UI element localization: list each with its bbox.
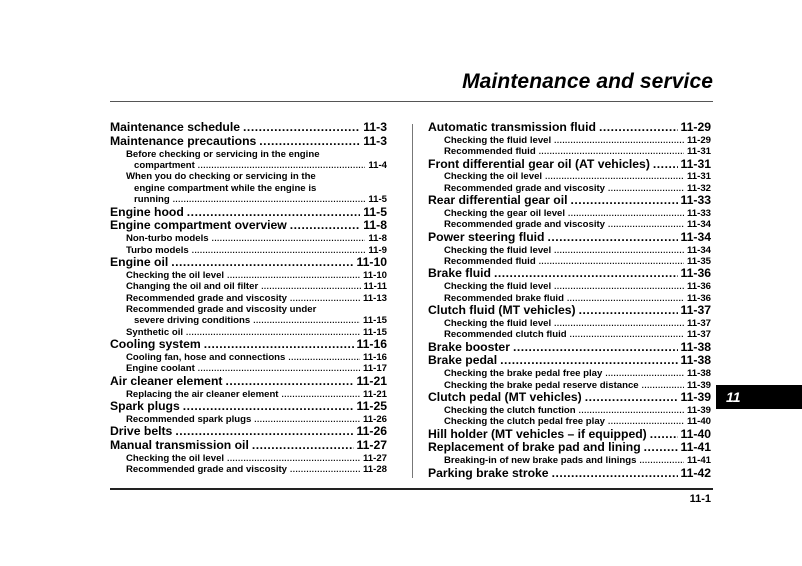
toc-entry-label: Front differential gear oil (AT vehicles) [428, 156, 650, 171]
toc-entry-label: Non-turbo models [126, 233, 209, 245]
toc-entry-label-line[interactable]: Before checking or servicing in the engine [126, 148, 320, 160]
toc-entry-page: 11-11 [363, 281, 387, 293]
dot-leader [545, 171, 684, 182]
toc-entry-label: severe driving conditions [134, 315, 251, 327]
toc-entry-label: Recommended fluid [444, 256, 536, 268]
toc-entry-label: Power steering fluid [428, 229, 545, 244]
toc-entry-label: Engine oil [110, 255, 169, 270]
dot-leader [579, 405, 684, 416]
toc-entry-label: compartment [134, 160, 195, 171]
toc-entry-label: Brake booster [428, 339, 510, 354]
dot-leader [186, 327, 360, 338]
toc-entry-page: 11-5 [363, 204, 387, 219]
toc-entry[interactable] [428, 231, 711, 245]
dot-leader [650, 428, 678, 442]
toc-entry-page: 11-32 [686, 182, 711, 194]
toc-entry-page: 11-27 [356, 438, 387, 453]
toc-entry[interactable] [110, 160, 387, 171]
toc-entry-label: Checking the gear oil level [444, 208, 566, 220]
toc-entry[interactable] [428, 455, 711, 466]
toc-entry-label: Drive belts [110, 424, 173, 439]
toc-entry[interactable] [428, 405, 711, 416]
dot-leader [547, 231, 677, 245]
toc-entry-label: Manual transmission oil [110, 438, 249, 453]
toc-entry-label: Replacing the air cleaner element [126, 388, 279, 400]
toc-entry-label: Recommended grade and viscosity [444, 182, 606, 194]
toc-entry-page: 11-3 [363, 133, 387, 148]
toc-entry-label: Air cleaner element [110, 373, 223, 388]
dot-leader [259, 135, 360, 149]
toc-entry-label: Changing the oil and oil filter [126, 281, 259, 293]
dot-leader [252, 439, 354, 453]
toc-entry-label: Recommended fluid [444, 146, 536, 158]
dot-leader [187, 206, 360, 220]
dot-leader [254, 414, 360, 425]
toc-entry-label: Recommended spark plugs [126, 413, 252, 425]
toc-entry-page: 11-5 [368, 194, 387, 206]
toc-entry-label: Engine coolant [126, 363, 195, 375]
toc-entry-page: 11-8 [363, 218, 387, 233]
toc-entry[interactable] [428, 391, 711, 405]
toc-entry[interactable] [428, 428, 711, 442]
chapter-tab-label: 11 [726, 389, 741, 405]
toc-entry-page: 11-26 [362, 413, 387, 425]
dot-leader [198, 363, 360, 374]
page-number: 11-1 [689, 493, 711, 505]
title-rule [110, 101, 713, 102]
toc-entry-label: Checking the fluid level [444, 281, 552, 293]
toc-entry[interactable] [428, 146, 711, 157]
toc-entry[interactable] [110, 233, 387, 244]
toc-entry[interactable] [428, 267, 711, 281]
toc-entry-page: 11-16 [362, 352, 387, 364]
toc-entry-label: Recommended clutch fluid [444, 329, 567, 341]
toc-entry-label: Clutch fluid (MT vehicles) [428, 303, 576, 318]
toc-entry-label: Parking brake stroke [428, 465, 549, 480]
toc-entry-page: 11-4 [368, 160, 387, 171]
toc-entry-label: Checking the oil level [126, 269, 225, 281]
toc-entry-page: 11-42 [680, 465, 711, 480]
toc-entry[interactable] [428, 441, 711, 455]
dot-leader [644, 441, 678, 455]
toc-column-right [428, 121, 711, 480]
toc-entry-page: 11-10 [362, 269, 387, 281]
toc-entry[interactable] [428, 304, 711, 318]
toc-entry-page: 11-37 [686, 317, 711, 329]
column-divider [412, 124, 413, 478]
toc-entry-page: 11-28 [362, 464, 387, 476]
toc-entry[interactable] [428, 368, 711, 379]
dot-leader [585, 391, 678, 405]
toc-entry[interactable] [428, 416, 711, 427]
toc-entry-label-line[interactable]: When you do checking or servicing in the [126, 171, 316, 183]
toc-entry[interactable] [110, 256, 387, 270]
dot-leader [227, 270, 360, 281]
toc-entry[interactable] [428, 245, 711, 256]
toc-entry[interactable] [110, 281, 387, 292]
toc-entry-label: Checking the fluid level [444, 317, 552, 329]
toc-entry-page: 11-34 [680, 229, 711, 244]
toc-entry-page: 11-40 [680, 426, 711, 441]
toc-entry-page: 11-33 [686, 208, 711, 220]
toc-entry-page: 11-41 [686, 455, 711, 467]
toc-entry-page: 11-35 [686, 256, 711, 268]
toc-entry[interactable] [428, 341, 711, 355]
dot-leader [253, 315, 360, 326]
toc-entry-page: 11-37 [686, 329, 711, 341]
toc-entry-page: 11-34 [686, 219, 711, 231]
toc-entry[interactable] [110, 135, 387, 149]
toc-entry[interactable] [110, 338, 387, 352]
toc-entry-page: 11-36 [680, 266, 711, 281]
toc-entry-label: running [134, 194, 170, 206]
toc-entry-page: 11-36 [686, 281, 711, 293]
toc-entry-label: Clutch pedal (MT vehicles) [428, 390, 582, 405]
toc-column-left [110, 121, 387, 476]
dot-leader [290, 464, 360, 475]
toc-entry[interactable] [428, 121, 711, 135]
dot-leader [639, 455, 684, 466]
toc-entry-page: 11-31 [686, 146, 711, 158]
toc-entry-page: 11-15 [362, 315, 387, 327]
dot-leader [198, 160, 366, 171]
dot-leader [554, 281, 684, 292]
toc-entry-label: Engine hood [110, 204, 184, 219]
toc-entry-page: 11-39 [686, 379, 711, 391]
toc-entry[interactable] [428, 171, 711, 182]
toc-entry-page: 11-29 [680, 120, 711, 134]
toc-entry[interactable] [110, 464, 387, 475]
toc-entry[interactable] [110, 352, 387, 363]
toc-entry[interactable] [110, 453, 387, 464]
toc-entry-label: Checking the brake pedal reserve distance [444, 379, 639, 391]
toc-entry-page: 11-15 [362, 326, 387, 338]
toc-entry-page: 11-38 [680, 353, 711, 368]
toc-entry-label: Cooling system [110, 337, 201, 352]
dot-leader [608, 416, 684, 427]
toc-entry-page: 11-37 [680, 303, 711, 318]
toc-entry[interactable] [428, 135, 711, 146]
toc-entry[interactable] [110, 270, 387, 281]
toc-entry-label: Cooling fan, hose and connections [126, 352, 286, 364]
toc-entry-label: Recommended grade and viscosity [126, 292, 288, 304]
toc-entry[interactable] [110, 375, 387, 389]
toc-entry-label-line[interactable]: engine compartment while the engine is [134, 182, 317, 194]
toc-entry[interactable] [110, 194, 387, 205]
toc-entry-label: Checking the brake pedal free play [444, 368, 603, 380]
toc-entry-page: 11-41 [680, 440, 711, 455]
toc-entry-label: Recommended grade and viscosity [444, 219, 606, 231]
toc-entry-label: Hill holder (MT vehicles – if equipped) [428, 426, 647, 441]
toc-entry[interactable] [428, 208, 711, 219]
toc-entry-page: 11-8 [368, 233, 387, 245]
toc-entry-page: 11-39 [680, 390, 711, 405]
dot-leader [642, 380, 684, 391]
toc-entry[interactable] [110, 206, 387, 220]
toc-entry-label: Engine compartment overview [110, 218, 287, 233]
toc-entry[interactable] [428, 318, 711, 329]
toc-entry-label: Checking the fluid level [444, 134, 552, 146]
toc-entry-page: 11-3 [363, 120, 387, 134]
toc-entry-label: Maintenance precautions [110, 133, 257, 148]
toc-entry-label: Recommended grade and viscosity [126, 464, 288, 476]
toc-entry-page: 11-16 [356, 337, 387, 352]
toc-entry-page: 11-21 [356, 373, 387, 388]
dot-leader [608, 219, 684, 230]
toc-entry-page: 11-26 [356, 424, 387, 439]
dot-leader [261, 281, 360, 292]
toc-entry-label: Turbo models [126, 244, 189, 256]
toc-entry[interactable] [110, 315, 387, 326]
toc-entry-label: Rear differential gear oil [428, 193, 568, 208]
dot-leader [571, 194, 678, 208]
toc-entry-label: Checking the clutch function [444, 404, 576, 416]
toc-entry[interactable] [110, 425, 387, 439]
chapter-tab[interactable] [716, 385, 802, 409]
toc-entry-label: Checking the oil level [126, 452, 225, 464]
toc-entry[interactable] [110, 439, 387, 453]
dot-leader [568, 208, 684, 219]
dot-leader [183, 400, 354, 414]
dot-leader [227, 453, 360, 464]
toc-entry-label: Maintenance schedule [110, 120, 241, 134]
dot-leader [288, 352, 360, 363]
toc-entry-label: Breaking-in of new brake pads and linings [444, 455, 637, 467]
toc-entry[interactable] [428, 354, 711, 368]
dot-leader [225, 375, 353, 389]
toc-entry[interactable] [428, 467, 711, 481]
toc-entry-page: 11-31 [680, 156, 711, 171]
dot-leader [552, 467, 678, 481]
dot-leader [567, 293, 684, 304]
dot-leader [539, 256, 684, 267]
dot-leader [290, 293, 360, 304]
toc-entry-page: 11-29 [686, 134, 711, 146]
toc-entry-label: Checking the clutch pedal free play [444, 416, 606, 428]
toc-entry-page: 11-13 [362, 292, 387, 304]
toc-entry-label: Recommended brake fluid [444, 292, 564, 304]
dot-leader [494, 267, 678, 281]
dot-leader [599, 121, 678, 135]
toc-entry[interactable] [428, 281, 711, 292]
toc-entry-label: Brake pedal [428, 353, 498, 368]
toc-entry-page: 11-21 [362, 388, 387, 400]
toc-entry[interactable] [110, 293, 387, 304]
toc-entry-page: 11-27 [362, 452, 387, 464]
toc-entry-label: Automatic transmission fluid [428, 120, 596, 134]
dot-leader [290, 219, 360, 233]
dot-leader [513, 341, 678, 355]
toc-entry-label: Brake fluid [428, 266, 491, 281]
dot-leader [605, 368, 684, 379]
dot-leader [175, 425, 353, 439]
toc-entry-page: 11-38 [686, 368, 711, 380]
dot-leader [608, 183, 684, 194]
toc-entry-page: 11-10 [356, 255, 387, 270]
toc-entry-label: Synthetic oil [126, 326, 184, 338]
dot-leader [554, 318, 684, 329]
toc-entry-label: Checking the oil level [444, 171, 543, 183]
toc-entry-page: 11-33 [680, 193, 711, 208]
dot-leader [171, 256, 353, 270]
dot-leader [282, 389, 360, 400]
toc-entry[interactable] [110, 400, 387, 414]
toc-entry[interactable] [110, 219, 387, 233]
toc-entry-page: 11-39 [686, 404, 711, 416]
dot-leader [554, 245, 684, 256]
dot-leader [653, 158, 678, 172]
toc-entry-page: 11-25 [356, 399, 387, 414]
dot-leader [570, 329, 684, 340]
toc-entry[interactable] [428, 329, 711, 340]
toc-entry-page: 11-36 [686, 292, 711, 304]
toc-entry[interactable] [428, 194, 711, 208]
toc-entry-label: Checking the fluid level [444, 244, 552, 256]
toc-entry-page: 11-17 [362, 363, 387, 375]
page-title: Maintenance and service [462, 70, 713, 93]
toc-entry-page: 11-9 [368, 244, 387, 256]
toc-entry[interactable] [110, 121, 387, 135]
dot-leader [539, 146, 684, 157]
toc-entry-page: 11-34 [686, 244, 711, 256]
toc-entry-label: Spark plugs [110, 399, 180, 414]
toc-entry-label-line[interactable]: Recommended grade and viscosity under [126, 304, 317, 316]
toc-entry-label: Replacement of brake pad and lining [428, 440, 641, 455]
dot-leader [173, 194, 366, 205]
dot-leader [579, 304, 678, 318]
dot-leader [192, 245, 366, 256]
dot-leader [554, 135, 684, 146]
toc-entry-page: 11-38 [680, 339, 711, 354]
toc-entry[interactable] [428, 158, 711, 172]
dot-leader [204, 338, 354, 352]
dot-leader [212, 233, 366, 244]
footer-rule [110, 488, 713, 490]
dot-leader [243, 121, 360, 135]
dot-leader [500, 354, 677, 368]
toc-entry-page: 11-31 [686, 171, 711, 183]
toc-entry-page: 11-40 [686, 416, 711, 428]
